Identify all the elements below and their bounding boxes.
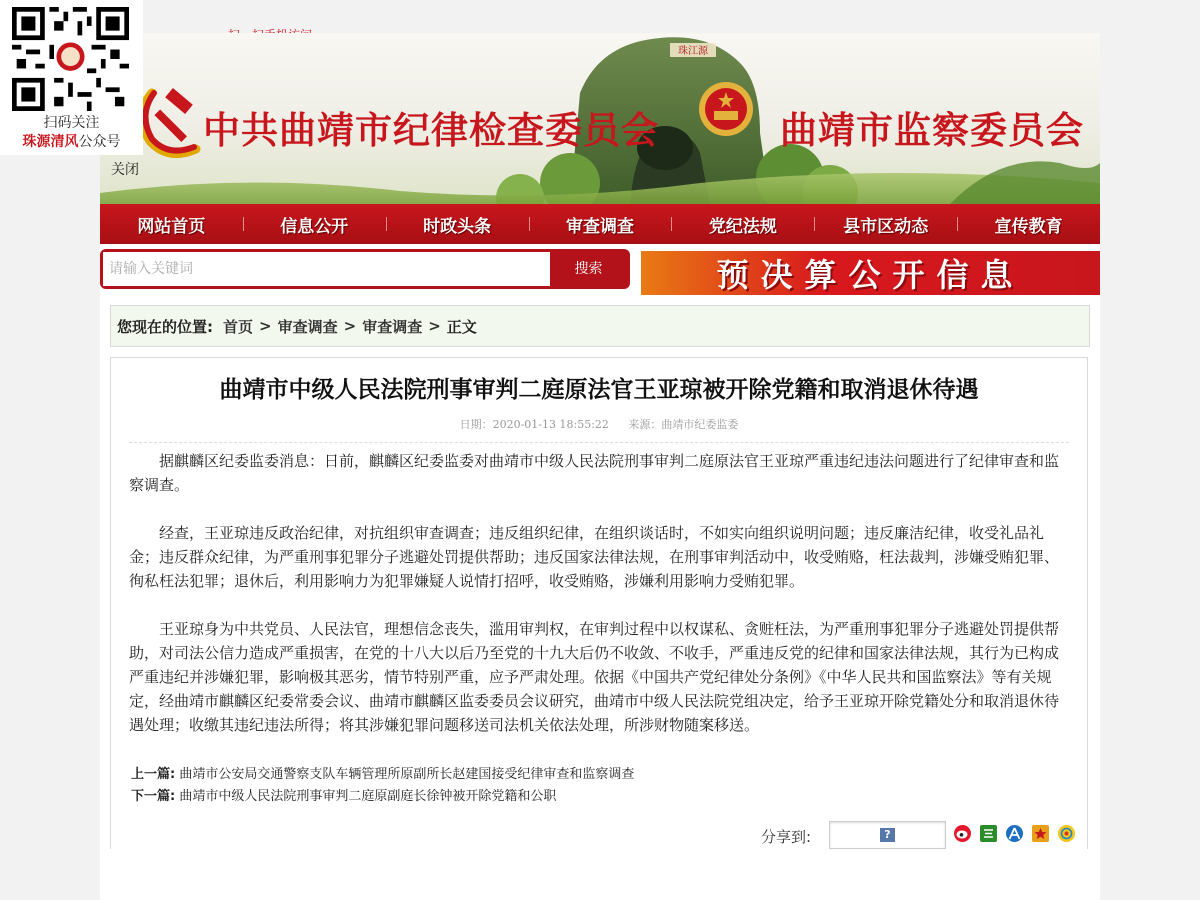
share-more-box[interactable] (829, 821, 946, 849)
qzone-icon[interactable] (1032, 825, 1049, 842)
next-label: 下一篇: (131, 789, 176, 804)
article-panel (110, 357, 1088, 849)
party-emblem-icon (142, 88, 196, 153)
nav-item-headlines[interactable]: 时政头条 (386, 212, 529, 237)
page-container (100, 33, 1100, 900)
budget-disclosure-banner[interactable] (641, 251, 1100, 295)
article-paragraph: 据麒麟区纪委监委消息：日前，麒麟区纪委监委对曲靖市中级人民法院刑事审判二庭原法官王亚琼严重违纪违法问题进行了纪律审查和监察调查。 (129, 452, 1060, 494)
qr-caption-line1: 扫码关注 (43, 115, 100, 131)
article-paragraph: 经查，王亚琼违反政治纪律，对抗组织审查调查；违反组织纪律，在组织谈话时，不如实向组织说明问题；违反廉洁纪律，收受礼品礼金；违反群众纪律，为严重刑事犯罪分子逃避处罚提供帮助；违反国家法律法规，在刑事审判活动中，收受贿赂，枉法裁判，涉嫌受贿犯罪、徇私枉法犯罪；退休后，利用影响力为犯罪嫌疑人说情打招呼，收受贿赂，涉嫌利用影响力受贿犯罪。 (129, 524, 1060, 590)
article-prev-next (131, 764, 634, 808)
breadcrumb-home[interactable]: 首页 (223, 317, 254, 336)
search-input[interactable] (103, 252, 550, 286)
nav-item-home[interactable]: 网站首页 (137, 216, 206, 237)
banner-plaque-text: 珠江源 (678, 46, 708, 57)
share-help-icon[interactable]: ? (880, 828, 895, 842)
qr-caption-line2 (0, 131, 143, 151)
nav-item-education[interactable]: 宣传教育 (957, 212, 1100, 237)
article-title: 曲靖市中级人民法院刑事审判二庭原法官王亚琼被开除党籍和取消退休待遇 (219, 377, 979, 403)
breadcrumb-sep: > (343, 317, 357, 335)
share-icons (954, 825, 1075, 842)
qr-close-link[interactable]: 关闭 (111, 162, 139, 178)
breadcrumb-label: 您现在的位置: (117, 317, 213, 336)
article-meta (111, 416, 1087, 432)
search-bar (100, 249, 630, 289)
breadcrumb-investigation[interactable]: 审查调查 (277, 317, 338, 336)
renren-icon[interactable] (980, 825, 997, 842)
qr-code-image (12, 7, 129, 111)
breadcrumb-sep: > (428, 317, 441, 335)
share-label: 分享到: (761, 828, 812, 846)
next-article-link[interactable]: 曲靖市中级人民法院刑事审判二庭原副庭长徐钟被开除党籍和公职 (179, 789, 557, 804)
nav-item-info-disclosure[interactable]: 信息公开 (243, 212, 386, 237)
prev-label: 上一篇: (131, 767, 176, 782)
qr-caption-suffix: 公众号 (78, 134, 121, 150)
article-paragraph: 王亚琼身为中共党员、人民法官，理想信念丧失，滥用审判权，在审判过程中以权谋私、贪赃枉法，为严重刑事犯罪分子逃避处罚提供帮助，对司法公信力造成严重损害，在党的十八大以后乃至党的十九大后仍不收敛、不收手，严重违反党的纪律和国家法律法规，其行为已构成严重违纪并涉嫌犯罪，影响极其恶劣，情节特别严重，应予严肃处理。依据《中国共产党纪律处分条例》《中华人民共和国监察法》等有关规定，经曲靖市麒麟区纪委常委会议、曲靖市麒麟区监委委员会议研究，曲靖市中级人民法院党组决定，给予王亚琼开除党籍处分和取消退休待遇处理；收缴其违纪违法所得；将其涉嫌犯罪问题移送司法机关依法处理，所涉财物随案移送。 (129, 620, 1060, 734)
national-emblem-icon (699, 82, 753, 136)
banner-title-discipline-commission: 中共曲靖市纪律检查委员会 (203, 108, 659, 152)
search-button[interactable]: 搜索 (574, 261, 603, 277)
kaixin-icon[interactable] (1006, 825, 1023, 842)
nav-item-county-news[interactable]: 县市区动态 (814, 212, 957, 237)
banner-title-supervision-commission: 曲靖市监察委员会 (780, 108, 1084, 152)
article-date: 日期：2020-01-13 18:55:22 (459, 418, 609, 431)
weibo-icon[interactable] (954, 825, 971, 842)
share-bar (111, 818, 1087, 850)
tencent-weibo-icon[interactable] (1058, 825, 1075, 842)
qr-popup (0, 0, 143, 155)
main-nav (100, 204, 1100, 244)
breadcrumb (110, 305, 1090, 347)
nav-item-investigation[interactable]: 审查调查 (529, 212, 672, 237)
site-banner (100, 33, 1100, 204)
breadcrumb-sep: > (259, 317, 272, 335)
nav-item-party-regulations[interactable]: 党纪法规 (671, 212, 814, 237)
breadcrumb-investigation-sub[interactable]: 审查调查 (362, 317, 423, 336)
budget-disclosure-text: 预决算公开信息 (716, 256, 1025, 294)
qr-caption-account: 珠源清风 (22, 134, 79, 150)
article-body (129, 449, 1069, 761)
article-source: 来源：曲靖市纪委监委 (628, 418, 739, 431)
prev-article-link[interactable]: 曲靖市公安局交通警察支队车辆管理所原副所长赵建国接受纪律审查和监察调查 (179, 767, 635, 782)
article-divider (129, 442, 1069, 443)
breadcrumb-current: 正文 (446, 317, 477, 336)
